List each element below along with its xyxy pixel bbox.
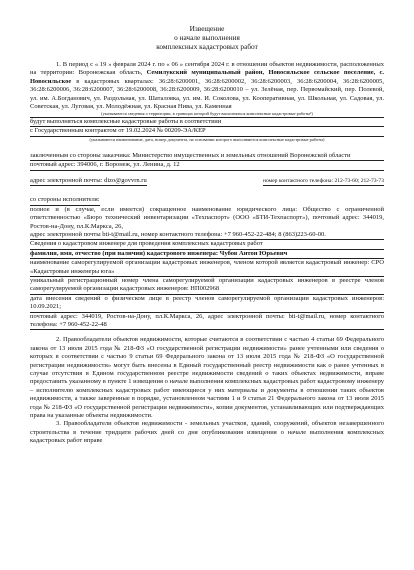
title-line-3: комплексных кадастровых работ	[156, 42, 258, 51]
paragraph-1-rest: в кадастровых кварталах: 36:28:6200001, 36:28:6200002, 36:28:6200003, 36:28:6200004, 36:28:6200005, 36:28:6200006, 36:28:6200007, 36:28:6200008, 36:28:6200009, 36:28:6200010 – ул. Зелёная, пер. Первомайский, пер. Полевой, ул. им. А.Богданович, ул. Раздольная, ул. Шаталовка, ул. им. И. Соколова, ул. Кооперативная, ул. Школьная, ул. Садовая, ул. Советская, ул. Луговая, ул. Молодёжная, ул. Красная Нива, ул. Каменная	[30, 77, 384, 111]
paragraph-2	[30, 118, 384, 137]
engineer-reg-date: дата внесения сведений о физическом лице в реестр членов саморегулируемой организации кадастровых инженеров: 10.09.2021;	[30, 295, 384, 313]
contractor-block	[30, 196, 384, 240]
caption-territory: (указываются сведения о территории, в границах которой будут выполняться комплексные кадастровые работы²)	[30, 111, 384, 117]
title-line-1: Извещение	[189, 24, 225, 33]
paragraph-1	[30, 61, 384, 111]
customer-email: адрес электронной почты: dizo@govvrn.ru	[30, 177, 147, 186]
paragraph-3: 2. Правообладатели объектов недвижимости, которые считаются в соответствии с частью 4 статьи 69 Федерального закона от 13 июля 2015 года № 218-ФЗ «О государственной регистрации недвижимости» ранее учтенными или сведения о которых в соответствии с частью 9 статьи 69 Федерального закона от 13 июля 2015 года № 218-ФЗ «О государственной регистрации недвижимости» могут быть внесены в Единый государственный реестр недвижимости как о ранее учтенных в случае отсутствия в Едином государственном реестре недвижимости сведений о таких объектах недвижимости, вправе предоставить указанному в пункте 1 извещения о начале выполнения комплексных кадастровых работ кадастровому инженеру – исполнителю комплексных кадастровых работ имеющиеся у них материалы и документы в отношении таких объектов недвижимости, а также заверенные в порядке, установленном частями 1 и 9 статьи 21 Федерального закона от 13 июля 2015 года № 218-ФЗ «О государственной регистрации недвижимости», копии документов, устанавливающих или подтверждающих права на указанные объекты недвижимости.	[30, 336, 384, 420]
engineer-name: фамилия, имя, отчество (при наличии) кадастрового инженера: Чубов Антон Юрьевич	[30, 250, 384, 259]
customer-block	[30, 152, 384, 186]
customer-phone: номер контактного телефона: 212-73-60; 212-73-73	[263, 177, 384, 186]
notice-title	[30, 24, 384, 51]
contractor-contacts: адрес электронной почты bti-t@mail.ru, номер контактного телефона: +7 960-452-22-484; 8 (863)223-60-00.	[30, 231, 384, 240]
customer-address: почтовый адрес: 394006, г. Воронеж, ул. Ленина, д. 12	[30, 161, 384, 170]
contractor-heading: со стороны исполнителя:	[30, 196, 100, 205]
contractor-name: полное и (в случае, если имеется) сокращенное наименование юридического лица: Общество с ограниченной ответственностью «Бюро технический инвентаризации «Техпаспорт» (ООО «БТИ-Техпаспорт»), почтовый адрес: 344019, Ростов-на-Дону, пл.К.Маркса, 26,	[30, 205, 384, 230]
engineer-heading: Сведения о кадастровом инженере для проведения комплексных кадастровых работ	[30, 240, 384, 249]
engineer-reg-number: уникальный регистрационный номер члена саморегулируемой организации кадастровых инженеров в реестре членов саморегулируемой организации кадастровых инженеров: НП002968	[30, 277, 384, 295]
caption-document: (указываются наименование, дата, номер документа, на основании которого выполняются комплексные кадастровые работы)	[89, 136, 325, 142]
paragraph-2-line-1: будут выполняться комплексные кадастровые работы в соответствии	[30, 118, 384, 127]
paragraph-2-line-2: с Государственным контрактом от 19.02.2024 № 00209-ЭА/КЕР	[30, 127, 384, 136]
paragraph-1-territory: Семилукский муниципальный район, Новосильское сельское поселение, с. Новосильское	[30, 69, 384, 85]
paragraph-4: 3. Правообладатели объектов недвижимости - земельных участков, зданий, сооружений, объектов незавершенного строительства в течение тридцати рабочих дней со дня опубликования извещения о начале выполнения комплексных кадастровых работ вправе	[30, 420, 384, 445]
customer-name: заключенным со стороны заказчика: Министерство имущественных и земельных отношений Воронежской области	[30, 152, 384, 161]
engineer-block	[30, 240, 384, 330]
title-line-2: о начале выполнения	[174, 33, 240, 42]
customer-contacts	[30, 177, 384, 186]
engineer-contacts: почтовый адрес: 344019, Ростов-на-Дону, пл.К.Маркса, 26, адрес электронной почты: bti-t@mail.ru, номер контактного телефона: +7 960-452-22-48	[30, 313, 384, 331]
paragraph-1-start: 1. В период с « 19 » февраля 2024 г. по « 06 » сентября 2024 г. в отношении объектов недвижимости, расположенных на территории: Воронежская область,	[30, 61, 384, 77]
engineer-sro: наименование саморегулируемой организации кадастровых инженеров, членом которой является кадастровый инженер: СРО «Кадастровые инженеры юга»	[30, 259, 384, 277]
